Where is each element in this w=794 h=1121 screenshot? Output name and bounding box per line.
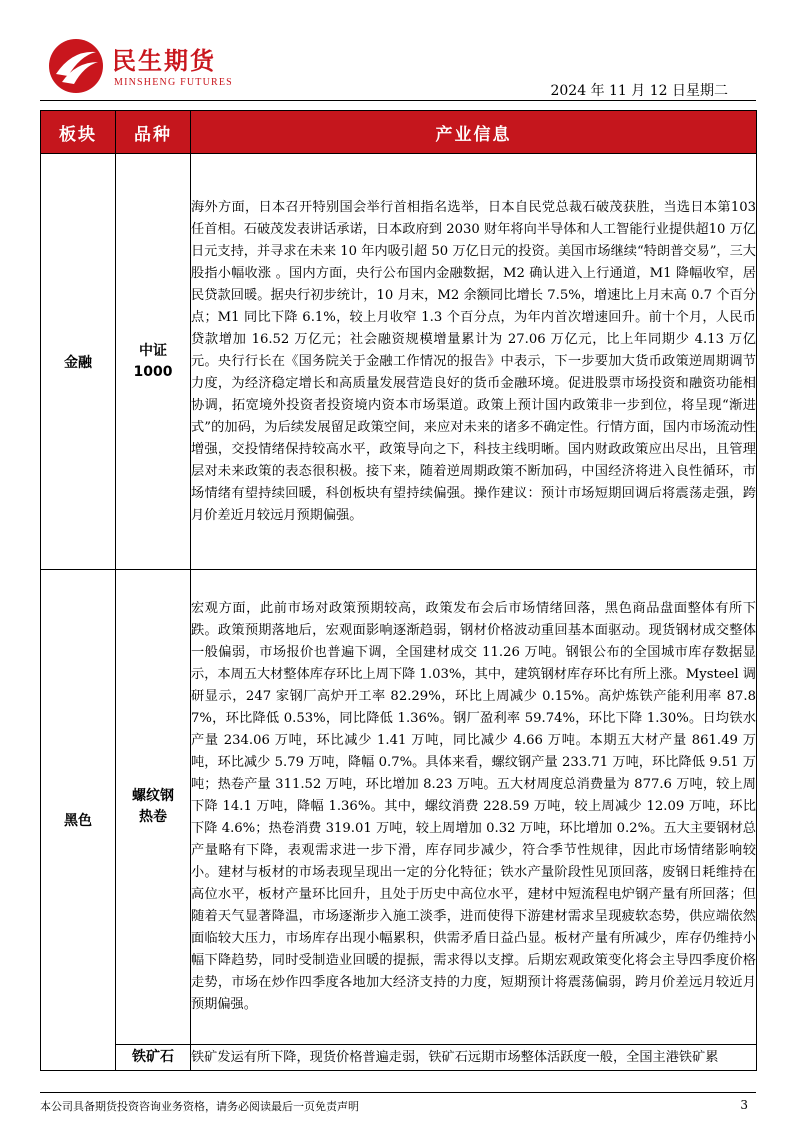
header-sector: 板块 (41, 111, 116, 154)
variety-label: 螺纹钢 热卷 (132, 788, 174, 825)
footer-disclaimer: 本公司具备期货投资咨询业务资格，请务必阅读最后一页免责声明 (40, 1100, 359, 1113)
header-variety: 品种 (116, 111, 191, 154)
company-logo (46, 36, 256, 96)
footer-rule (40, 1092, 756, 1093)
table-row (41, 1045, 757, 1071)
industry-info-table (40, 110, 757, 1071)
logo-chinese-name: 民生期货 (112, 47, 216, 75)
info-cell: 铁矿发运有所下降，现货价格普遍走弱，铁矿石远期市场整体活跃度一般，全国主港铁矿累 (191, 1045, 757, 1071)
minsheng-logo-icon (46, 36, 106, 96)
sector-cell: 金融 (41, 154, 116, 570)
info-cell: 宏观方面，此前市场对政策预期较高，政策发布会后市场情绪回落，黑色商品盘面整体有所下跌。政策预期落地后，宏观面影响逐渐趋弱，钢材价格波动重回基本面驱动。现货钢材成交整体一般偏弱，市场报价也普遍下调，全国建材成交 11.26 万吨。钢银公布的全国城市库存数据显示，本周五大材整体库存环比上周下降 1.03%，其中，建筑钢材库存环比有所上涨。Mysteel 调研显示，247 家钢厂高炉开工率 82.29%，环比上周减少 0.15%。高炉炼铁产能利用率 87.87%，环比降低 0.53%，同比降低 1.36%。钢厂盈利率 59.74%，环比下降 1.30%。日均铁水产量 234.06 万吨，环比减少 1.41 万吨，同比减少 4.66 万吨。本期五大材产量 861.49 万吨，环比减少 5.79 万吨，降幅 0.7%。具体来看，螺纹钢产量 233.71 万吨，环比降低 9.51 万吨；热卷产量 311.52 万吨，环比增加 8.23 万吨。五大材周度总消费量为 877.6 万吨，较上周下降 14.1 万吨，降幅 1.36%。其中，螺纹消费 228.59 万吨，较上周减少 12.09 万吨，环比下降 4.6%；热卷消费 319.01 万吨，较上周增加 0.32 万吨，环比增加 0.2%。五大主要钢材总产量略有下降，表观需求进一步下滑，库存同步减少，符合季节性规律，因此市场情绪影响较小。建材与板材的市场表现呈现出一定的分化特征；铁水产量阶段性见顶回落，废钢日耗维持在高位水平，板材产量环比回升，且处于历史中高位水平，建材中短流程电炉钢产量有所回落；但随着天气显著降温，市场逐渐步入施工淡季，进而使得下游建材需求呈现疲软态势，供应端依然面临较大压力，市场库存出现小幅累积，供需矛盾日益凸显。板材产量有所减少，库存仍维持小幅下降趋势，同时受制造业回暖的提振，需求得以支撑。后期宏观政策变化将会主导四季度价格走势，市场在炒作四季度各地加大经济支持的力度，短期预计将震荡偏弱，跨月价差远月较近月预期偏强。 (191, 570, 757, 1045)
variety-label: 中证 1000 (133, 342, 173, 380)
logo-english-name: MINSHENG FUTURES (114, 77, 233, 88)
table-row (41, 570, 757, 1045)
report-date: 2024 年 11 月 12 日星期二 (550, 83, 728, 99)
variety-cell (116, 154, 191, 570)
variety-cell: 铁矿石 (116, 1045, 191, 1071)
info-cell: 海外方面，日本召开特别国会举行首相指名选举，日本自民党总裁石破茂获胜，当选日本第103 任首相。石破茂发表讲话承诺，日本政府到 2030 财年将向半导体和人工智能行业提供超10 万亿日元支持，并寻求在未来 10 年内吸引超 50 万亿日元的投资。美国市场继续“特朗普交易”，三大股指小幅收涨 。国内方面，央行公布国内金融数据，M2 确认进入上行通道，M1 降幅收窄，居民贷款回暖。据央行初步统计，10 月末，M2 余额同比增长 7.5%，增速比上月末高 0.7 个百分点；M1 同比下降 6.1%，较上月收窄 1.3 个百分点，为年内首次增速回升。前十个月，人民币贷款增加 16.52 万亿元；社会融资规模增量累计为 27.06 万亿元，比上年同期少 4.13 万亿元。央行行长在《国务院关于金融工作情况的报告》中表示，下一步要加大货币政策逆周期调节力度，为经济稳定增长和高质量发展营造良好的货币金融环境。促进股票市场投资和融资功能相协调，拓宽境外投资者投资境内资本市场渠道。政策上预计国内政策非一步到位，将呈现“渐进式”的加码，为后续发展留足政策空间，来应对未来的诸多不确定性。行情方面，国内市场流动性增强，交投情绪保持较高水平，政策导向之下，科技主线明晰。国内财政政策应出尽出，且管理层对未来政策的表态很积极。接下来，随着逆周期政策不断加码，中国经济将进入良性循环，市场情绪有望持续回暖，科创板块有望持续偏强。操作建议：预计市场短期回调后将震荡走强，跨月价差近月较远月预期偏强。 (191, 154, 757, 570)
table-header-row (41, 111, 757, 154)
sector-cell: 黑色 (41, 570, 116, 1071)
header-industry-info: 产业信息 (191, 111, 757, 154)
header-rule (40, 100, 756, 101)
page-number: 3 (740, 1098, 748, 1112)
variety-cell (116, 570, 191, 1045)
table-row (41, 154, 757, 570)
